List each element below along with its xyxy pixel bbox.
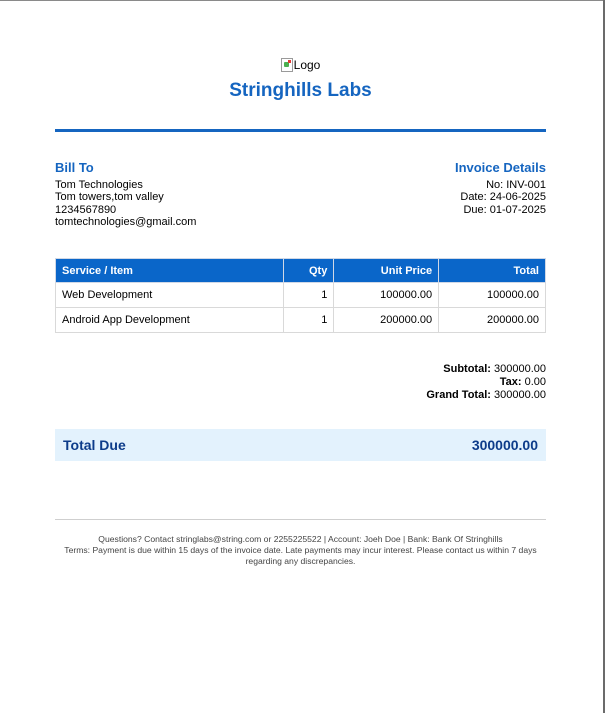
logo-image (281, 58, 321, 72)
table-row (56, 308, 546, 333)
logo-container (55, 58, 546, 74)
subtotal-value: 300000.00 (494, 363, 546, 375)
company-name: Stringhills Labs (229, 80, 372, 101)
subtotal-label: Subtotal: (443, 363, 491, 375)
footer (55, 534, 546, 567)
invoice-due-date: Due: 01-07-2025 (463, 203, 546, 216)
client-address: Tom towers,tom valley (55, 191, 164, 203)
cell-unit-price: 100000.00 (334, 283, 439, 308)
header-unit-price: Unit Price (334, 259, 439, 283)
client-phone: 1234567890 (55, 203, 117, 216)
cell-service: Web Development (56, 283, 284, 308)
cell-total: 200000.00 (439, 308, 546, 333)
header-divider (55, 129, 546, 132)
grand-total-value: 300000.00 (494, 389, 546, 401)
cell-total: 100000.00 (439, 283, 546, 308)
cell-service: Android App Development (56, 308, 284, 333)
cell-qty: 1 (284, 308, 334, 333)
tax-label: Tax: (499, 376, 522, 388)
client-name: Tom Technologies (55, 178, 143, 191)
total-due-value: 300000.00 (471, 437, 538, 453)
invoice-details-section (306, 162, 546, 216)
totals-section (246, 363, 546, 402)
broken-image-icon (281, 58, 293, 72)
subtotal-line (246, 363, 546, 376)
items-table (55, 258, 546, 333)
header-total: Total (439, 259, 546, 283)
tax-value: 0.00 (524, 376, 546, 388)
client-email: tomtechnologies@gmail.com (55, 216, 197, 228)
window-top-border (0, 0, 605, 1)
cell-unit-price: 200000.00 (334, 308, 439, 333)
header-qty: Qty (284, 259, 334, 283)
footer-divider (55, 519, 546, 520)
table-row (56, 283, 546, 308)
cell-qty: 1 (284, 283, 334, 308)
invoice-date: Date: 24-06-2025 (460, 191, 546, 203)
grand-total-line (246, 389, 546, 402)
grand-total-label: Grand Total: (426, 389, 491, 401)
tax-line (246, 376, 546, 389)
invoice-number: No: INV-001 (486, 178, 546, 191)
bill-to-section (55, 162, 305, 229)
invoice-details-title: Invoice Details (454, 160, 546, 175)
bill-to-title: Bill To (55, 160, 94, 175)
footer-contact: Questions? Contact stringlabs@string.com or 2255225522 | Account: Joeh Doe | Bank: Bank Of Stringhills (98, 534, 503, 544)
footer-terms: Terms: Payment is due within 15 days of the invoice date. Late payments may incur interest. Please contact us within 7 days regarding any discrepancies. (64, 545, 537, 566)
header-service: Service / Item (56, 259, 284, 283)
logo-alt-text: Logo (293, 58, 321, 72)
total-due-label: Total Due (63, 437, 126, 453)
total-due-banner (55, 429, 546, 461)
table-header-row (56, 259, 546, 283)
